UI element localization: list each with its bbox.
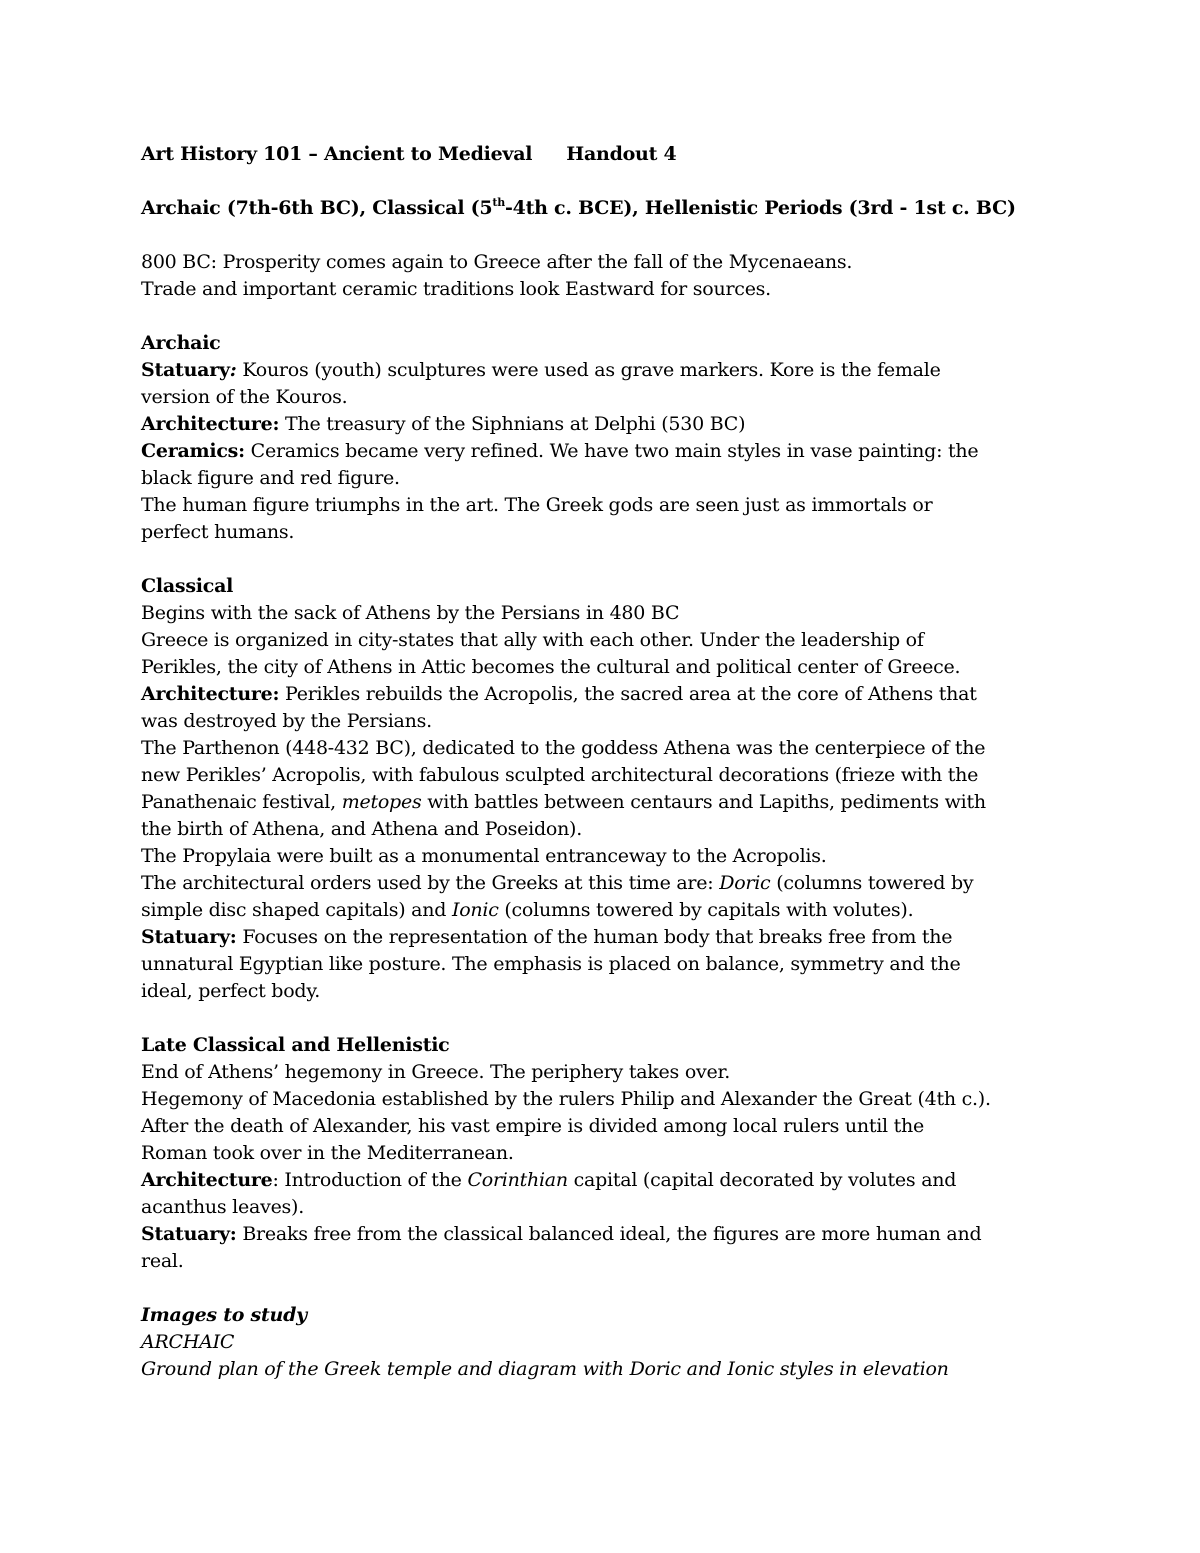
periods-title [141,195,1041,222]
parthenon-line-4: the birth of Athena, and Athena and Poseidon). [141,818,583,840]
classical-line-2: Greece is organized in city-states that ally with each other. Under the leadership of [141,629,924,651]
orders-line-1: The architectural orders used by the Greeks at this time are: Doric (columns towered by [141,872,974,894]
late-line-3: After the death of Alexander, his vast empire is divided among local rulers until the [141,1115,925,1137]
archaic-human-line-2: perfect humans. [141,521,295,543]
late-statuary-line-2: real. [141,1250,184,1272]
classical-statuary-line-1: Statuary: Focuses on the representation of the human body that breaks free from the [141,926,953,948]
orders-line-2: simple disc shaped capitals) and Ionic (columns towered by capitals with volutes). [141,899,914,921]
parthenon-line-1: The Parthenon (448-432 BC), dedicated to the goddess Athena was the centerpiece of the [141,737,986,759]
late-line-1: End of Athens’ hegemony in Greece. The periphery takes over. [141,1061,731,1083]
archaic-architecture: Architecture: The treasury of the Siphnians at Delphi (530 BC) [141,413,746,435]
propylaia-line: The Propylaia were built as a monumental entranceway to the Acropolis. [141,845,827,867]
classical-architecture-line-2: was destroyed by the Persians. [141,710,432,732]
late-statuary-line-1: Statuary: Breaks free from the classical balanced ideal, the figures are more human and [141,1223,982,1245]
parthenon-line-3: Panathenaic festival, metopes with battles between centaurs and Lapiths, pediments with [141,791,986,813]
archaic-ceramics-line-1: Ceramics: Ceramics became very refined. We have two main styles in vase painting: the [141,440,979,462]
classical-architecture-label: Architecture: [141,683,280,705]
images-heading: Images to study [141,1304,307,1326]
course-title: Art History 101 – Ancient to Medieval [141,143,533,165]
late-architecture-line-1: Architecture: Introduction of the Corinthian capital (capital decorated by volutes and [141,1169,957,1191]
periods-title-superscript: th [492,196,505,209]
archaic-statuary-line-2: version of the Kouros. [141,386,348,408]
late-statuary-label: Statuary: [141,1223,237,1245]
handout-number: Handout 4 [566,143,677,165]
classical-line-1: Begins with the sack of Athens by the Persians in 480 BC [141,602,680,624]
classical-line-3: Perikles, the city of Athens in Attic becomes the cultural and political center of Greece. [141,656,961,678]
archaic-ceramics-label: Ceramics: [141,440,245,462]
periods-title-part2: -4th c. BCE), Hellenistic Periods (3rd - 1st c. BC) [505,197,1016,219]
corinthian-term: Corinthian [467,1169,568,1191]
classical-statuary-label: Statuary: [141,926,237,948]
document-header [141,141,1041,168]
late-heading: Late Classical and Hellenistic [141,1034,450,1056]
classical-architecture-line-1: Architecture: Perikles rebuilds the Acropolis, the sacred area at the core of Athens that [141,683,977,705]
classical-statuary-line-3: ideal, perfect body. [141,980,321,1002]
late-architecture-label: Architecture [141,1169,273,1191]
classical-heading: Classical [141,575,234,597]
late-line-4: Roman took over in the Mediterranean. [141,1142,514,1164]
archaic-statuary-colon: : [229,359,237,381]
classical-statuary-line-2: unnatural Egyptian like posture. The emphasis is placed on balance, symmetry and the [141,953,961,975]
doric-term: Doric [719,872,771,894]
intro-line-1: 800 BC: Prosperity comes again to Greece after the fall of the Mycenaeans. [141,251,853,273]
images-item-1: Ground plan of the Greek temple and diagram with Doric and Ionic styles in elevation [141,1358,949,1380]
late-line-2: Hegemony of Macedonia established by the rulers Philip and Alexander the Great (4th c.). [141,1088,991,1110]
images-archaic-label: ARCHAIC [141,1331,235,1353]
archaic-statuary-line-1: Statuary: Kouros (youth) sculptures were used as grave markers. Kore is the female [141,359,941,381]
archaic-statuary-label: Statuary [141,359,230,381]
parthenon-line-2: new Perikles’ Acropolis, with fabulous sculpted architectural decorations (frieze with the [141,764,979,786]
ionic-term: Ionic [451,899,499,921]
intro-line-2: Trade and important ceramic traditions look Eastward for sources. [141,278,771,300]
handout-page [141,141,1041,1383]
archaic-ceramics-line-2: black figure and red figure. [141,467,400,489]
late-architecture-line-2: acanthus leaves). [141,1196,305,1218]
metopes-term: metopes [341,791,422,813]
archaic-architecture-label: Architecture: [141,413,280,435]
archaic-human-line-1: The human figure triumphs in the art. The Greek gods are seen just as immortals or [141,494,933,516]
periods-title-part1: Archaic (7th-6th BC), Classical (5 [141,197,493,219]
archaic-heading: Archaic [141,332,221,354]
